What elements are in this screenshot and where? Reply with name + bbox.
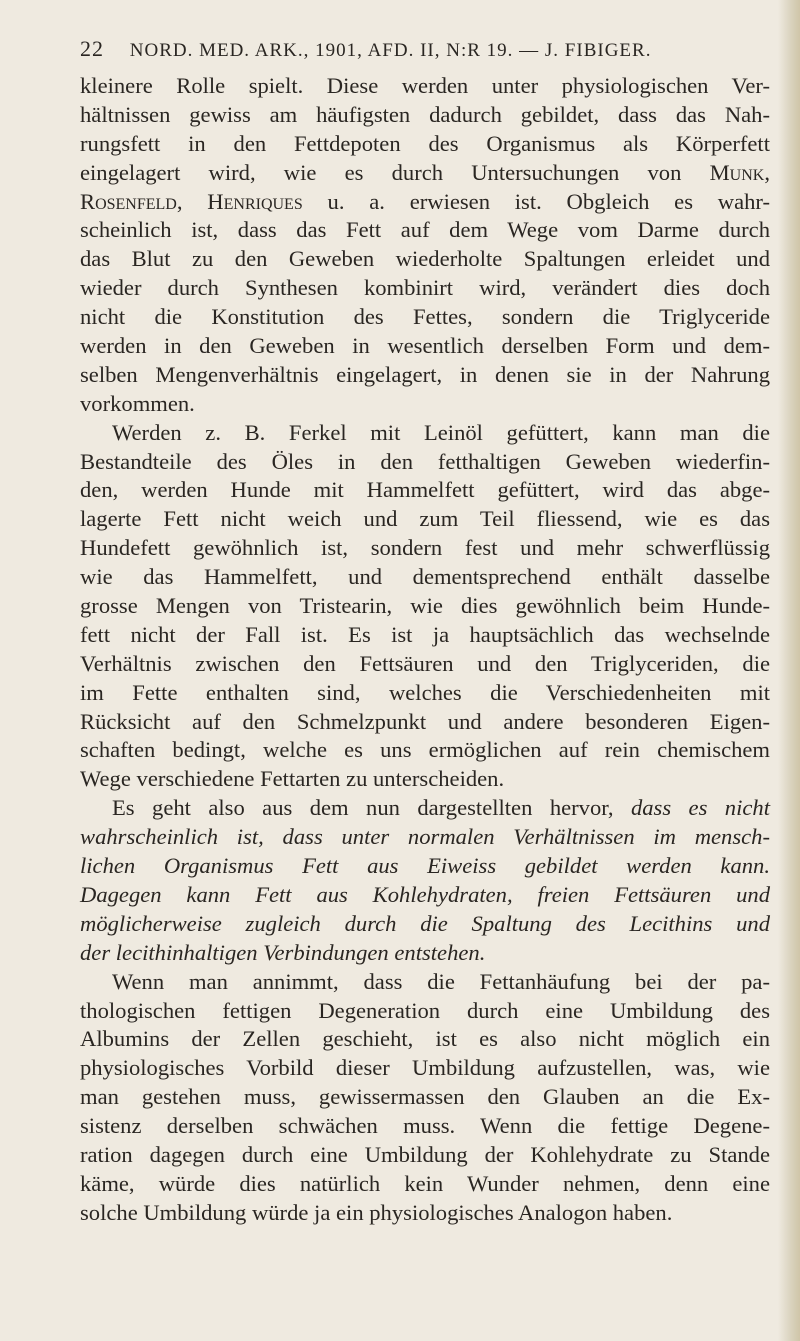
text-line: wieder durch Synthesen kombinirt wird, verändert dies doch — [80, 275, 770, 301]
text-line: nicht die Konstitution des Fettes, sondern die Triglyceride — [80, 304, 770, 330]
text-line: vorkommen. — [80, 390, 195, 416]
text-line: käme, würde dies natürlich kein Wunder nehmen, denn eine — [80, 1170, 770, 1196]
text-line: thologischen fettigen Degeneration durch eine Umbildung des — [80, 997, 770, 1023]
text-line: ration dagegen durch eine Umbildung der Kohlehydrate zu Stande — [80, 1141, 770, 1167]
running-header — [80, 36, 760, 62]
text-line: das Blut zu den Geweben wiederholte Spaltungen erleidet und — [80, 246, 770, 272]
text-line: wie das Hammelfett, und dementsprechend enthält dasselbe — [80, 564, 770, 590]
text-line: werden in den Geweben in wesentlich derselben Form und dem- — [80, 333, 770, 359]
text-line: Albumins der Zellen geschieht, ist es also nicht möglich ein — [80, 1026, 770, 1052]
author-name: Henriques — [207, 188, 303, 214]
italic-line: Dagegen kann Fett aus Kohlehydraten, freien Fettsäuren und — [80, 881, 770, 907]
text-line: lagerte Fett nicht weich und zum Teil fliessend, wie es das — [80, 506, 770, 532]
text-run: Es geht also aus dem nun dargestellten hervor, — [112, 795, 631, 821]
text-line: Rosenfeld, Henriques u. a. erwiesen ist. Obgleich es wahr- — [80, 188, 771, 214]
text-line: den, werden Hunde mit Hammelfett gefüttert, wird das abge- — [80, 477, 770, 503]
text-line: hältnissen gewiss am häufigsten dadurch gebildet, dass das Nah- — [80, 101, 770, 127]
author-name: Rosenfeld — [80, 188, 177, 214]
text-line: kleinere Rolle spielt. Diese werden unter physiologischen Ver- — [80, 73, 770, 98]
italic-line: lichen Organismus Fett aus Eiweiss gebildet werden kann. — [80, 853, 770, 879]
running-title: NORD. MED. ARK., 1901, AFD. II, N:R 19. — J. FIBIGER. — [129, 40, 652, 61]
text-line: Wenn man annimmt, dass die Fettanhäufung bei der pa- — [112, 968, 770, 994]
author-name: Munk — [709, 159, 765, 185]
text-line: eingelagert wird, wie es durch Untersuchungen von Munk, — [80, 159, 770, 185]
text-line: Wege verschiedene Fettarten zu unterscheiden. — [80, 766, 505, 792]
text-line: selben Mengenverhältnis eingelagert, in denen sie in der Nahrung — [80, 361, 770, 387]
italic-run: dass es nicht — [630, 795, 770, 821]
text-line: schaften bedingt, welche es uns ermöglichen auf rein chemischem — [80, 737, 770, 763]
text-line: physiologisches Vorbild dieser Umbildung aufzustellen, was, wie — [80, 1055, 770, 1081]
text-line: rungsfett in den Fettdepoten des Organismus als Körperfett — [80, 130, 770, 156]
text-line: solche Umbildung würde ja ein physiologisches Analogon haben. — [80, 1199, 673, 1225]
page-number: 22 — [80, 36, 104, 61]
body-text — [80, 72, 770, 1228]
text-line: man gestehen muss, gewissermassen den Glauben an die Ex- — [80, 1084, 770, 1110]
italic-line: möglicherweise zugleich durch die Spaltung des Lecithins und — [80, 910, 770, 936]
text-line: Werden z. B. Ferkel mit Leinöl gefüttert, kann man die — [112, 419, 770, 445]
text-line: Hundefett gewöhnlich ist, sondern fest und mehr schwerflüssig — [80, 535, 770, 561]
text-line: Rücksicht auf den Schmelzpunkt und andere besonderen Eigen- — [80, 708, 770, 734]
italic-line: der lecithinhaltigen Verbindungen entstehen. — [80, 939, 486, 965]
text-line: Bestandteile des Öles in den fetthaltigen Geweben wiederfin- — [80, 448, 770, 474]
text-line: im Fette enthalten sind, welches die Verschiedenheiten mit — [80, 679, 770, 705]
italic-line: wahrscheinlich ist, dass unter normalen Verhältnissen im mensch- — [80, 824, 770, 850]
text-line: fett nicht der Fall ist. Es ist ja hauptsächlich das wechselnde — [80, 621, 770, 647]
text-line: sistenz derselben schwächen muss. Wenn die fettige Degene- — [80, 1113, 770, 1139]
text-line: scheinlich ist, dass das Fett auf dem Wege vom Darme durch — [80, 217, 770, 243]
text-line — [80, 794, 770, 823]
text-line: Verhältnis zwischen den Fettsäuren und den Triglyceriden, die — [80, 650, 770, 676]
page-edge-shadow — [778, 0, 800, 1341]
text-line: grosse Mengen von Tristearin, wie dies gewöhnlich beim Hunde- — [80, 593, 770, 619]
